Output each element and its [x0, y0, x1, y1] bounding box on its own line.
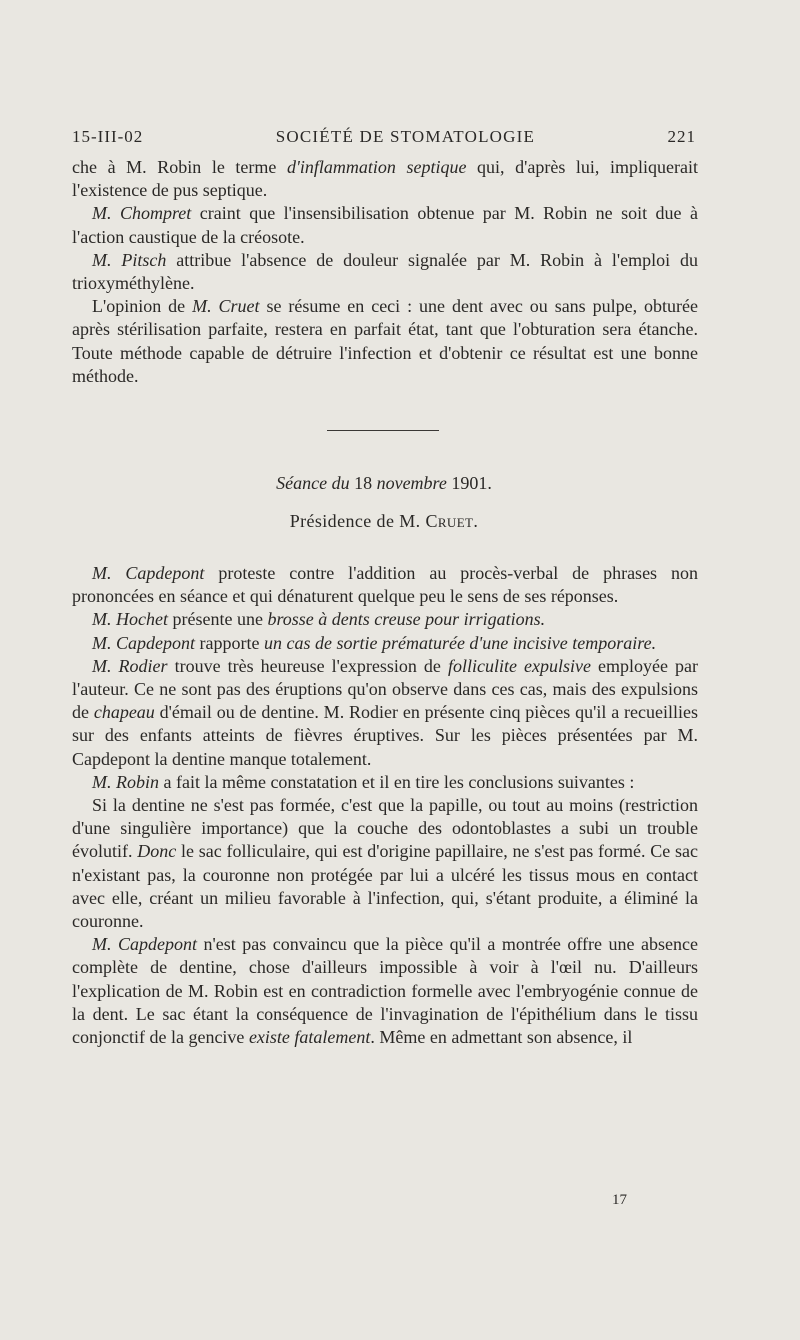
presidency-line: Présidence de M. Cruet.: [289, 511, 479, 531]
paragraph: M. Capdepont rapporte un cas de sortie prématurée d'une incisive temporaire.: [92, 632, 657, 653]
paragraph: Si la dentine ne s'est pas formée, c'est que la papille, ou tout au moins (restriction d'une singulière importance) que la couche des odontoblastes a subi un trouble évolutif. Donc le sac folliculaire, qui est d'origine papillaire, ne s'est pas formé. Ce sac n'existant pas, la couronne non protégée par lui a ulcéré les tissus mous en contact avec elle, créant un milieu favorable à l'infection, qui, s'étant produite, a éliminé la couronne.: [72, 795, 698, 932]
running-header: [72, 127, 696, 147]
header-page-number: 221: [667, 127, 696, 146]
paragraph: M. Hochet présente une brosse à dents creuse pour irrigations.: [92, 609, 546, 630]
paragraph: M. Pitsch attribue l'absence de douleur signalée par M. Robin à l'emploi du trioxyméthylène.: [72, 249, 698, 294]
paragraph: L'opinion de M. Cruet se résume en ceci : une dent avec ou sans pulpe, obturée après stérilisation parfaite, restera en parfait état, tant que l'obturation sera étanche. Toute méthode capable de détruire l'infection et d'obtenir ce résultat est une bonne méthode.: [72, 296, 699, 386]
session-heading: Séance du 18 novembre 1901.: [276, 473, 492, 493]
paragraph: M. Rodier trouve très heureuse l'expression de folliculite expulsive employée par l'auteur. Ce ne sont pas des éruptions qu'on observe dans ces cas, mais des expulsions de chapeau d'émail ou de dentine. M. Rodier en présente cinq pièces qu'il a recueillies sur des enfants atteints de fièvres éruptives. Sur les pièces présentées par M. Capdepont la dentine manque totalement.: [72, 655, 698, 769]
section-divider: [327, 430, 439, 431]
top-text-block: [72, 156, 698, 388]
header-journal-title: SOCIÉTÉ DE STOMATOLOGIE: [275, 127, 536, 146]
signature-mark: 17: [612, 1192, 627, 1208]
paragraph: M. Chompret craint que l'insensibilisation obtenue par M. Robin ne soit due à l'action caustique de la créosote.: [72, 203, 698, 247]
paragraph: M. Robin a fait la même constatation et il en tire les conclusions suivantes :: [92, 771, 635, 792]
paragraph: M. Capdepont n'est pas convaincu que la pièce qu'il a montrée offre une absence complète de dentine, chose d'ailleurs impossible à voir à l'œil nu. D'ailleurs l'explication de M. Robin est en contradiction formelle avec l'embryogénie connue de la dent. Le sac étant la conséquence de l'invagination de l'épithélium dans le tissu conjonctif de la gencive existe fatalement. Même en admettant son absence, il: [72, 934, 698, 1048]
body-text-block: [72, 562, 698, 1049]
paragraph: che à M. Robin le terme d'inflammation septique qui, d'après lui, impliquerait l'existence de pus septique.: [72, 157, 699, 201]
header-date: 15-III-02: [72, 127, 144, 146]
paragraph: M. Capdepont proteste contre l'addition au procès-verbal de phrases non prononcées en séance et qui dénaturent quelque peu le sens de ses réponses.: [72, 563, 698, 607]
